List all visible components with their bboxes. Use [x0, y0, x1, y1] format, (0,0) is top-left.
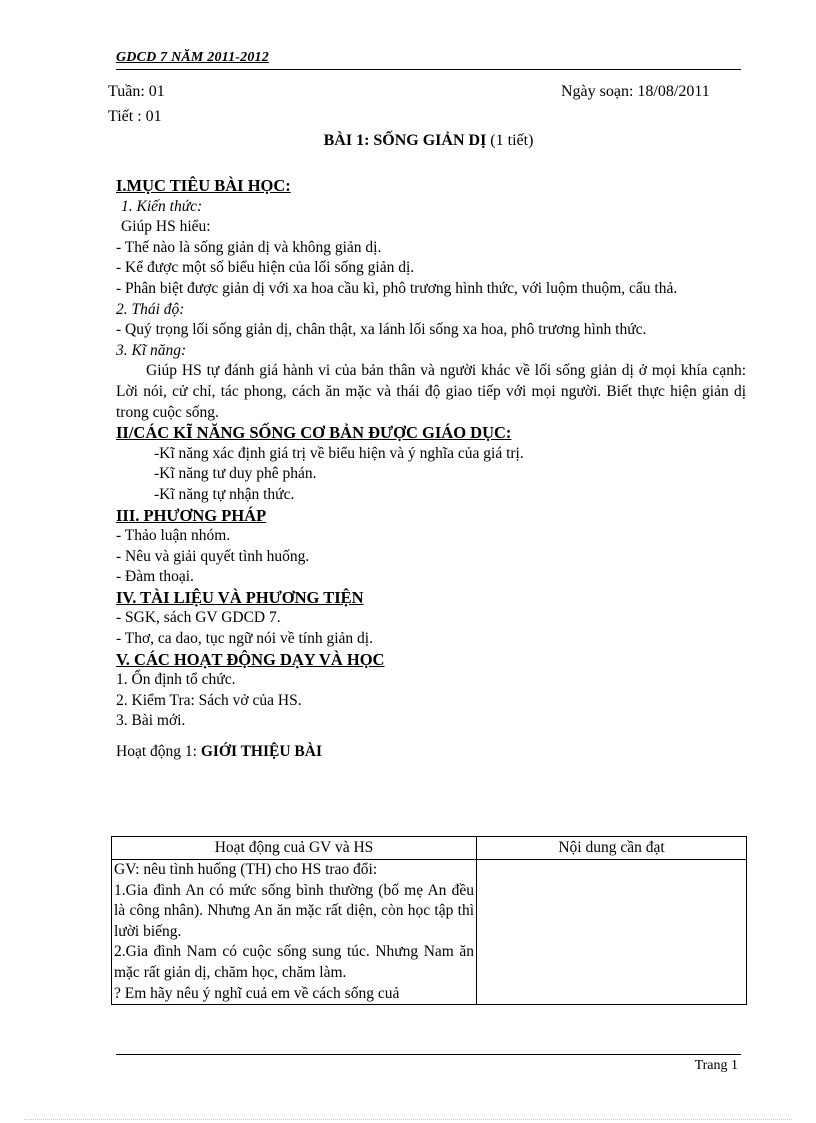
doc-header: GDCD 7 NĂM 2011-2012: [116, 50, 269, 65]
period-label: Tiết : 01: [108, 108, 162, 125]
table-cell-activities: [112, 860, 477, 1005]
lesson-body: [116, 176, 746, 763]
table-cell-content: [477, 860, 747, 1005]
week-label: Tuần: 01: [108, 83, 165, 100]
method-item: - Đàm thoại.: [116, 568, 194, 586]
activity-heading: Hoạt động 1: GIỚI THIỆU BÀI: [116, 743, 322, 761]
section-materials-heading: IV. TÀI LIỆU VÀ PHƯƠNG TIỆN: [116, 587, 364, 607]
table-line: 1.Gia đình An có mức sống bình thường (bố mẹ An đều là công nhân). Nhưng An ăn mặc rất diện, còn học tập thì lười biếng.: [114, 881, 474, 940]
section-objectives-heading: I.MỤC TIÊU BÀI HỌC:: [116, 176, 291, 195]
life-skill-item: -Kĩ năng tự nhận thức.: [154, 485, 295, 503]
material-item: - Thơ, ca dao, tục ngữ nói về tính giản dị.: [116, 630, 373, 648]
knowledge-item: - Thế nào là sống giản dị và không giản dị.: [116, 238, 382, 256]
footer-rule: [116, 1054, 741, 1055]
skills-text: Giúp HS tự đánh giá hành vi của bản thân và người khác về lối sống giản dị ở mọi khía cạnh: Lời nói, cử chỉ, tác phong, cách ăn mặc và thái độ giao tiếp với mọi người. Biết thực hiện giản dị trong cuộc sống.: [116, 362, 746, 421]
header-rule: [116, 69, 741, 70]
life-skill-item: -Kĩ năng xác định giá trị về biểu hiện và ý nghĩa của giá trị.: [154, 444, 524, 462]
table-line: GV: nêu tình huống (TH) cho HS trao đổi:: [114, 861, 378, 878]
method-item: - Thảo luận nhóm.: [116, 527, 231, 545]
activity-step: 2. Kiểm Tra: Sách vở của HS.: [116, 691, 302, 709]
section-method-heading: III. PHƯƠNG PHÁP: [116, 505, 267, 525]
page-edge: [24, 1119, 792, 1120]
page-number: Trang 1: [694, 1058, 738, 1073]
section-life-skills-heading: II/CÁC KĨ NĂNG SỐNG CƠ BẢN ĐƯỢC GIÁO DỤC:: [116, 423, 512, 443]
attitude-title: 2. Thái độ:: [116, 300, 185, 318]
table-line: 2.Gia đình Nam có cuộc sống sung túc. Nhưng Nam ăn mặc rất giản dị, chăm học, chăm làm.: [114, 943, 474, 981]
table-line: ? Em hãy nêu ý nghĩ cuả em về cách sống cuả: [114, 984, 400, 1002]
skills-title: 3. Kĩ năng:: [116, 341, 187, 359]
attitude-item: - Quý trọng lối sống giản dị, chân thật, xa lánh lối sống xa hoa, phô trương hình thức.: [116, 321, 647, 339]
knowledge-title: 1. Kiến thức:: [121, 197, 203, 215]
knowledge-item: - Phân biệt được giản dị với xa hoa cầu kì, phô trương hình thức, với luộm thuộm, cẩu thả.: [116, 279, 678, 297]
activity-step: 1. Ổn định tổ chức.: [116, 671, 236, 689]
knowledge-item: - Kể được một số biểu hiện của lối sống giản dị.: [116, 259, 415, 277]
life-skill-item: -Kĩ năng tư duy phê phán.: [154, 465, 317, 483]
activity-table: [111, 836, 747, 1005]
date-label: Ngày soạn: 18/08/2011: [561, 83, 710, 100]
table-row: [112, 860, 747, 1005]
table-header-activities: Hoạt động cuả GV và HS: [112, 837, 477, 860]
lesson-title: BÀI 1: SỐNG GIẢN DỊ (1 tiết): [323, 132, 534, 149]
section-activities-heading: V. CÁC HOẠT ĐỘNG DẠY VÀ HỌC: [116, 649, 385, 669]
table-header-content: Nội dung cần đạt: [477, 837, 747, 860]
activity-step: 3. Bài mới.: [116, 712, 186, 730]
method-item: - Nêu và giải quyết tình huống.: [116, 547, 310, 565]
knowledge-intro: Giúp HS hiểu:: [121, 218, 211, 236]
material-item: - SGK, sách GV GDCD 7.: [116, 609, 281, 627]
